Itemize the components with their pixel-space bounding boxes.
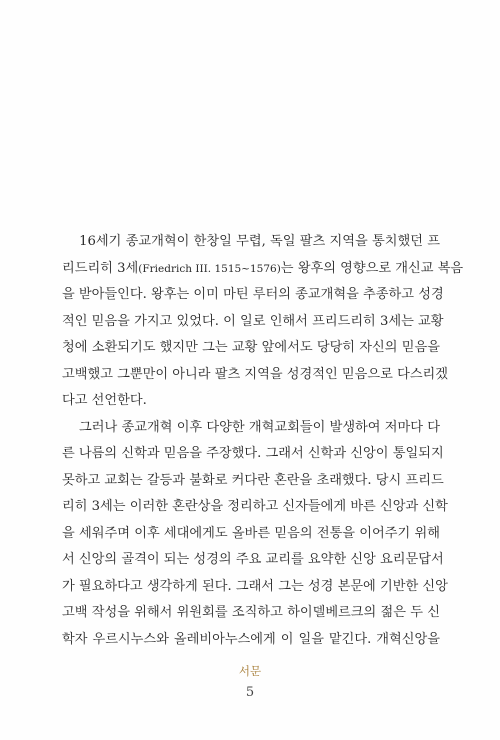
- text-fragment: 는 왕후의 영향으로 개신교 복음: [280, 260, 464, 276]
- text-line: 리히 3세는 이러한 혼란상을 정리하고 신자들에게 바른 신앙과 신학: [62, 499, 448, 514]
- text-line: 서 신앙의 골격이 되는 성경의 주요 교리를 요약한 신앙 요리문답서: [62, 552, 444, 567]
- section-title: 서문: [238, 664, 262, 678]
- body-text: [62, 229, 464, 653]
- text-line: 그러나 종교개혁 이후 다양한 개혁교회들이 발생하여 저마다 다: [62, 419, 440, 435]
- text-line: 고백했고 그뿐만이 아니라 팔츠 지역을 성경적인 믿음으로 다스리겠: [62, 366, 449, 382]
- text-fragment-small: (Friedrich III. 1515~1576): [138, 262, 281, 275]
- text-line: 을 받아들인다. 왕후는 이미 마틴 루터의 종교개혁을 추종하고 성경: [62, 287, 444, 302]
- text-line: 16세기 종교개혁이 한창일 무렵, 독일 팔츠 지역을 통치했던 프: [62, 234, 440, 249]
- text-line: 못하고 교회는 갈등과 불화로 커다란 혼란을 초래했다. 당시 프리드: [62, 472, 444, 488]
- text-line: 을 세워주며 이후 세대에게도 올바른 믿음의 전통을 이어주기 위해: [62, 525, 440, 541]
- text-line: 가 필요하다고 생각하게 된다. 그래서 그는 성경 본문에 기반한 신앙: [62, 578, 448, 594]
- text-fragment: 리드리히 3세: [62, 260, 139, 276]
- text-line: [62, 256, 464, 283]
- text-line: 적인 믿음을 가지고 있었다. 이 일로 인해서 프리드리히 3세는 교황: [62, 313, 444, 329]
- page-number: 5: [245, 685, 255, 700]
- text-line: 고백 작성을 위해서 위원회를 조직하고 하이델베르크의 젊은 두 신: [62, 605, 440, 620]
- text-line: 다고 선언한다.: [62, 393, 147, 408]
- text-line: 른 나름의 신학과 믿음을 주장했다. 그래서 신학과 신앙이 통일되지: [62, 446, 444, 461]
- text-line: 학자 우르시누스와 올레비아누스에게 이 일을 맡긴다. 개혁신앙을: [62, 631, 440, 647]
- text-line: 청에 소환되기도 했지만 그는 교황 앞에서도 당당히 자신의 믿음을: [62, 340, 440, 355]
